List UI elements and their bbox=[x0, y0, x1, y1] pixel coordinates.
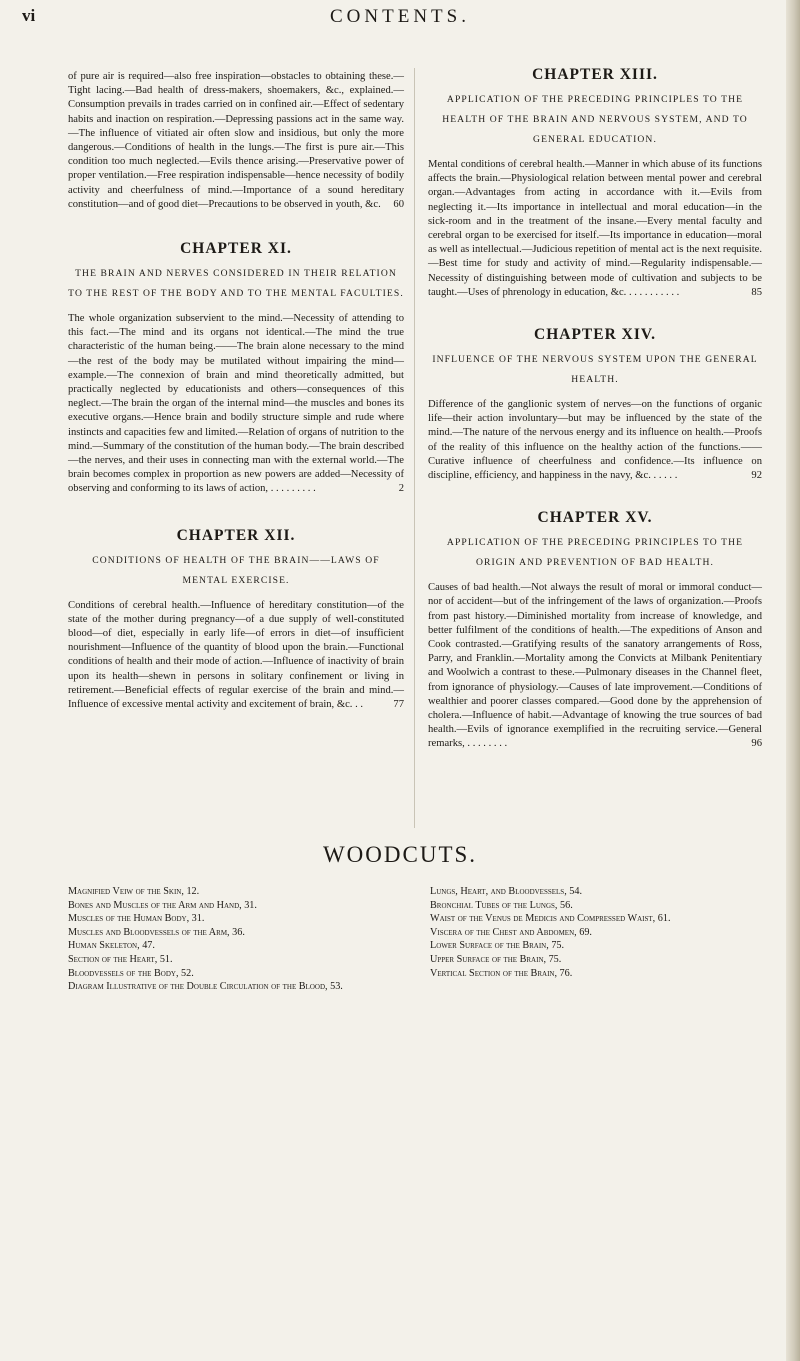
entry-page: 92 bbox=[751, 470, 762, 482]
left-column bbox=[68, 70, 404, 712]
entry-page: 77 bbox=[393, 699, 404, 711]
entry-text: The whole organization subservient to the mind.—Necessity of attending to this fact.—The mind and its organs not identical.—The mind the true characteristic of the human being.——The brain alone necessary to the mind—the rest of the body may be mutilated without impairing the mind—example.—The connexion of brain and mind theoretically admitted, but practically neglected by educationists and others—consequences of this neglect.—The brain the organ of the internal mind—the muscles and bones its executive organs.—Hence brain and bodily structure simple and rude where instincts and capacities few and limited.—Relation of organs of nutrition to the mind.—Summary of the constitution of the human body.—The brain described—the nerves, and their uses in connecting man with the external world.—The brain becomes complex in proportion as new powers are added—Necessity of observing and conforming to its laws of action, . . . . . . . . . 2 bbox=[68, 312, 404, 497]
right-column bbox=[428, 66, 762, 752]
woodcut-item: Bones and Muscles of the Arm and Hand, 31. bbox=[68, 899, 257, 911]
entry-text: Difference of the ganglionic system of nerves—on the functions of organic life—their action involuntary—but may be influenced by the state of the mind.—The nature of the nervous energy and its influence on health.—Proofs of the reality of this influence on the healthy action of the functions.——Curative influence of cheerfulness and confidence.—Its influence on discipline, efficiency, and happiness in the navy, &c. . . . . . 92 bbox=[428, 398, 762, 483]
running-head bbox=[0, 6, 800, 30]
chapter-subtitle: APPLICATION OF THE PRECEDING PRINCIPLES TO THE HEALTH OF THE BRAIN AND NERVOUS SYSTEM, AND TO GENERAL EDUCATION. bbox=[442, 94, 748, 145]
woodcut-item: Human Skeleton, 47. bbox=[68, 940, 155, 952]
woodcut-item: Bloodvessels of the Body, 52. bbox=[68, 967, 194, 979]
woodcut-item: Vertical Section of the Brain, 76. bbox=[430, 967, 573, 979]
woodcut-item: Magnified Veiw of the Skin, 12. bbox=[68, 886, 200, 897]
woodcuts-right-list bbox=[430, 885, 770, 980]
entry-text: Conditions of cerebral health.—Influence of hereditary constitution—of the state of the mother during pregnancy—of a due supply of well-constituted blood—of diet, especially in early life—of errors in diet—of insufficient nourishment—Influence of the quantity of blood upon the brain.—Functional conditions of health and their mode of action.—Influence of inactivity of brain upon its health—shewn in persons in solitary confinement or living in retirement.—Beneficial effects of regular exercise of the brain and mind.—Influence of excessive mental activity and excitement of brain, &c. . . 77 bbox=[68, 599, 404, 713]
woodcuts-title: WOODCUTS. bbox=[322, 842, 478, 867]
chapter-title: CHAPTER XII. bbox=[176, 526, 296, 544]
folio: vi bbox=[22, 6, 36, 25]
entry-page: 60 bbox=[393, 198, 404, 210]
chapter-subtitle: THE BRAIN AND NERVES CONSIDERED IN THEIR RELATION TO THE REST OF THE BODY AND TO THE MENTAL FACULTIES. bbox=[68, 268, 404, 300]
chapter-subtitle: INFLUENCE OF THE NERVOUS SYSTEM UPON THE GENERAL HEALTH. bbox=[432, 354, 758, 386]
woodcut-item: Muscles of the Human Body, 31. bbox=[68, 913, 205, 925]
woodcut-item: Lungs, Heart, and Bloodvessels, 54. bbox=[430, 886, 583, 897]
chapter-title: CHAPTER XIII. bbox=[532, 66, 658, 83]
entry-page: 85 bbox=[751, 286, 762, 298]
entry-text: Causes of bad health.—Not always the result of moral or immoral conduct—nor of accident—but of the infringement of the laws of organization.—Proofs from past history.—Diminished mortality from increase of knowledge, and better fulfilment of the conditions of health.—The expeditions of Anson and Cook contrasted.—Gratifying results of the sanatory arrangements of Ross, Parry, and Franklin.—Mortality among the Convicts at Milbank Penitentiary and Woolwich a contrast to these.—Pulmonary diseases in the Channel fleet, from ignorance of physiology.—Causes of late improvement.—Conditions of wealthier and poorer classes compared.—Good done by the apprehension of cholera.—Influence of habit.—Advantage of knowing the true sources of bad health.—Evils of ignorance exemplified in the recruiting service.—General remarks, . . . . . . . . 96 bbox=[428, 581, 762, 751]
column-divider bbox=[414, 68, 415, 828]
woodcut-item: Section of the Heart, 51. bbox=[68, 953, 173, 965]
chapter-subtitle: APPLICATION OF THE PRECEDING PRINCIPLES TO THE ORIGIN AND PREVENTION OF BAD HEALTH. bbox=[446, 537, 744, 569]
woodcut-item: Viscera of the Chest and Abdomen, 69. bbox=[430, 926, 592, 938]
woodcut-item: Waist of the Venus de Medicis and Compressed Waist, 61. bbox=[430, 913, 671, 925]
entry-text: of pure air is required—also free inspiration—obstacles to obtaining these.—Tight lacing.—Bad health of dress-makers, shoemakers, &c., explained.—Consumption prevails in trades carried on in confined air.—Effect of sedentary habits and inaction on respiration.—Depressing passions act in the same way.—The influence of vitiated air often slow and insidious, but only the more dangerous.—Conditions of health in the lungs.—The first is pure air.—This condition too much neglected.—Evils thence arising.—Preservative power of proper ventilation.—Free respiration indispensable—hence necessity of bodily activity and cheerfulness of mind.—Importance of a sound hereditary constitution—and of good diet—Precautions to be observed in youth, &c. 60 bbox=[68, 70, 404, 212]
woodcut-item: Lower Surface of the Brain, 75. bbox=[430, 940, 565, 952]
woodcut-item: Diagram Illustrative of the Double Circulation of the Blood, 53. bbox=[68, 981, 343, 993]
chapter-title: CHAPTER XI. bbox=[180, 240, 292, 258]
entry-page: 2 bbox=[398, 483, 404, 495]
woodcut-item: Bronchial Tubes of the Lungs, 56. bbox=[430, 899, 573, 911]
entry-text: Mental conditions of cerebral health.—Manner in which abuse of its functions affects the brain.—Physiological relation between mental power and cerebral organ.—Advantages from acting in accordance with it.—Evils from neglecting it.—Its importance in intellectual and moral education—in the sick-room and in the treatment of the insane.—Every mental faculty and cerebral organ to be exercised for itself.—Its importance in education—moral as well as intellectual.—Judicious repetition of mental act is the next requisite.—Best time for study and activity of mind.—Regularity indispensable.—Necessity of distinguishing between mode of cultivation and subjects to be taught.—Uses of phrenology in education, &c. . . . . . . . . . . 85 bbox=[428, 158, 762, 300]
chapter-title: CHAPTER XIV. bbox=[534, 326, 656, 344]
chapter-title: CHAPTER XV. bbox=[537, 509, 653, 527]
woodcut-item: Upper Surface of the Brain, 75. bbox=[430, 953, 562, 965]
page-edge bbox=[786, 0, 800, 1361]
entry-page: 96 bbox=[751, 738, 762, 750]
running-title: CONTENTS. bbox=[330, 6, 470, 27]
woodcut-item: Muscles and Bloodvessels of the Arm, 36. bbox=[68, 926, 245, 938]
chapter-subtitle: CONDITIONS OF HEALTH OF THE BRAIN——LAWS OF MENTAL EXERCISE. bbox=[92, 554, 380, 586]
woodcuts-left-list bbox=[68, 885, 408, 994]
